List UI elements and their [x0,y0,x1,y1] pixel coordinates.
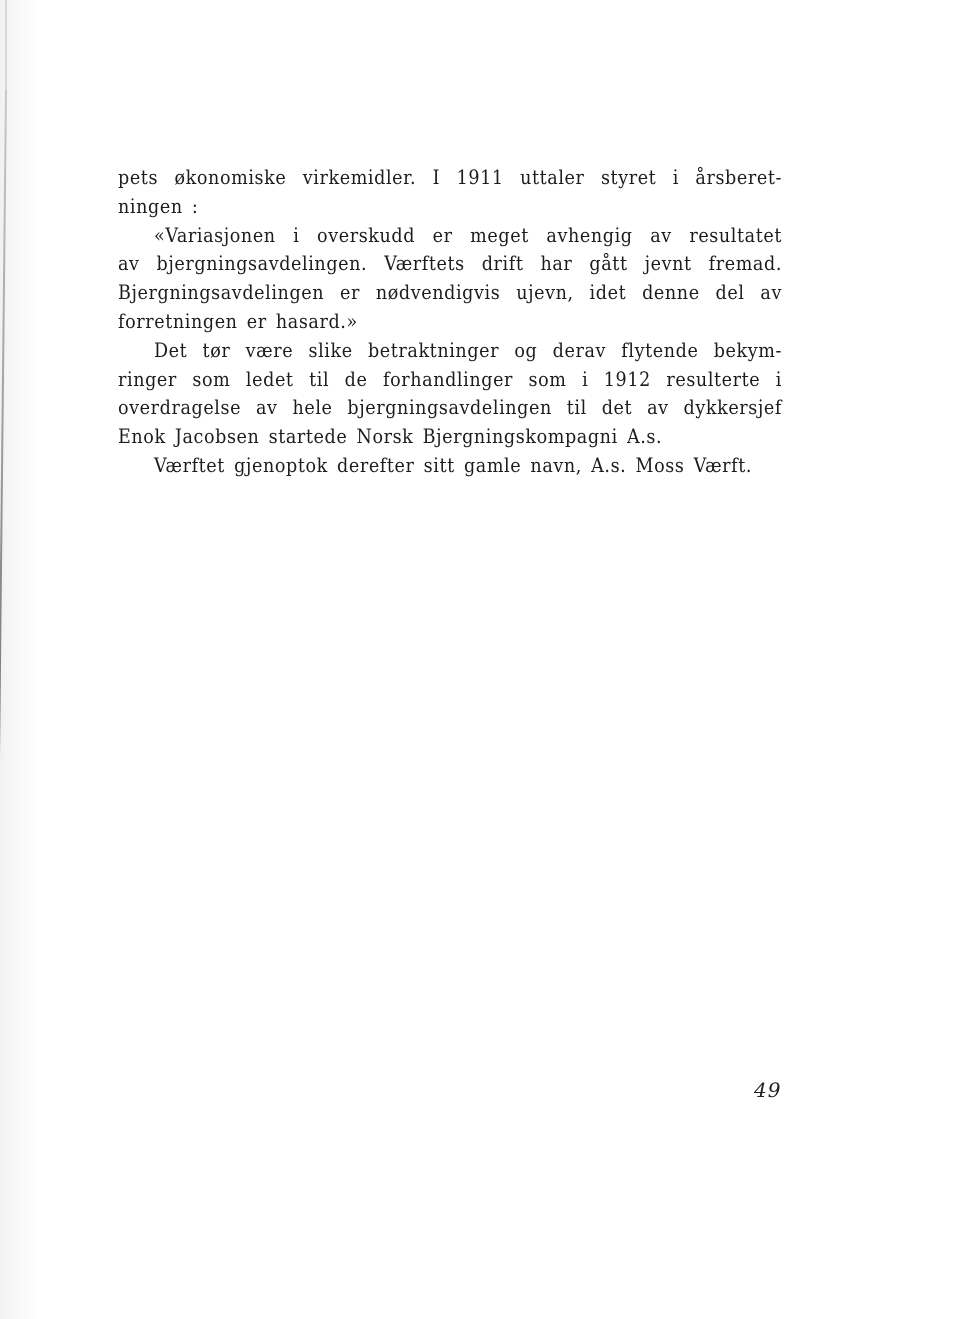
scan-edge-line [5,0,7,90]
page-gutter-shadow [0,0,40,1319]
text-line: forretningen er hasard.» [118,309,358,333]
text-line: pets økonomiske virkemidler. I 1911 uttaler styret i årsberet- [118,166,782,189]
paragraph-quote [118,222,782,337]
text-line: Enok Jacobsen startede Norsk Bjergningskompagni A.s. [118,425,663,449]
text-line: overdragelse av hele bjergningsavdelingen til det av dykkersjef [118,396,782,420]
text-line: Værftet gjenoptok derefter sitt gamle navn, A.s. Moss Værft. [154,453,753,477]
body-text [118,164,782,481]
paragraph-continuation [118,164,782,222]
text-line: ringer som ledet til de forhandlinger som i 1912 resulterte i [118,367,782,391]
text-line: Det tør være slike betraktninger og derav flytende bekym- [154,338,782,362]
page-number: 49 [754,1078,782,1102]
text-line: «Variasjonen i overskudd er meget avhengig av resultatet [154,223,782,247]
paragraph-transfer [118,337,782,452]
text-line: av bjergningsavdelingen. Værftets drift har gått jevnt fremad. [118,252,782,276]
paragraph-renaming [118,452,782,481]
text-line: Bjergningsavdelingen er nødvendigvis ujevn, idet denne del av [118,281,782,305]
text-line: ningen : [118,194,199,218]
